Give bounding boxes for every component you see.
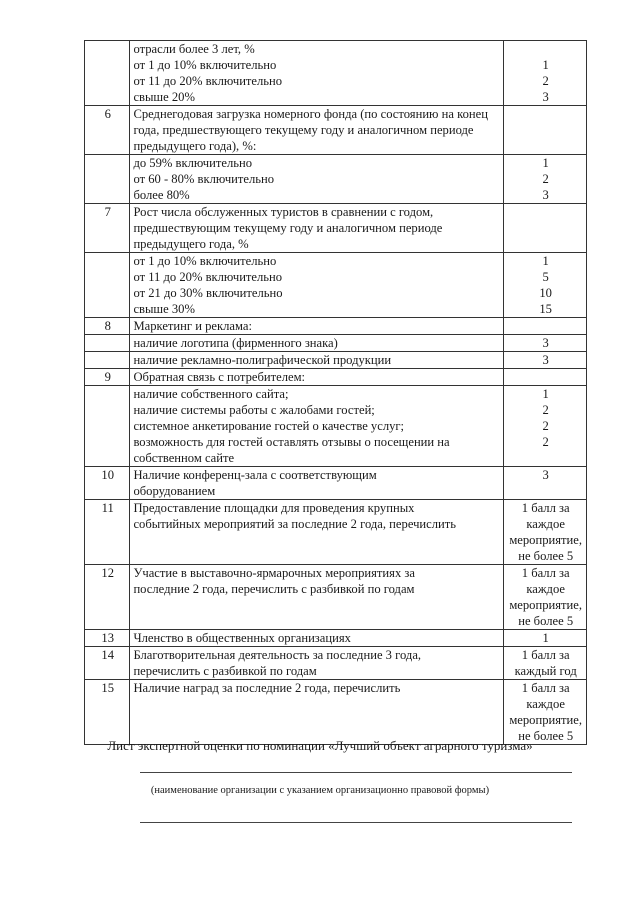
criterion-text [130,500,504,565]
score-value: 2 [542,435,549,449]
criterion-line: Предоставление площадки для проведения крупных [133,501,415,515]
criterion-score [504,386,587,467]
score-value: каждый год [514,664,577,678]
criterion-score [504,630,587,647]
row-number [85,155,130,204]
table-row [85,647,587,680]
criterion-text [130,41,504,106]
score-value: 1 балл за [521,501,570,515]
criterion-text [130,253,504,318]
score-value: каждое [526,517,565,531]
row-number [85,386,130,467]
table-row [85,41,587,106]
table-row [85,565,587,630]
criterion-score [504,352,587,369]
criterion-line: от 11 до 20% включительно [133,74,283,88]
table-row [85,680,587,745]
criterion-line: наличие рекламно-полиграфической продукции [133,353,392,367]
score-value: 1 [542,387,549,401]
criterion-text [130,467,504,500]
score-value: не более 5 [518,549,574,563]
row-number: 13 [85,630,130,647]
score-value: 1 [542,156,549,170]
score-value: 1 балл за [521,566,570,580]
criterion-line: наличие логотипа (фирменного знака) [133,336,338,350]
criterion-line: более 80% [133,188,190,202]
score-value: мероприятие, [509,533,583,547]
criterion-line: от 1 до 10% включительно [133,254,277,268]
score-value: 3 [542,90,549,104]
criterion-line: свыше 20% [133,90,195,104]
criterion-score [504,106,587,155]
criterion-line: Членство в общественных организациях [133,631,351,645]
criterion-line: оборудованием [133,484,216,498]
row-number: 11 [85,500,130,565]
row-number [85,253,130,318]
criterion-score [504,565,587,630]
table-row [85,630,587,647]
criterion-text [130,106,504,155]
row-number: 6 [85,106,130,155]
score-value [507,483,584,499]
criterion-line: от 11 до 20% включительно [133,270,283,284]
criterion-line: наличие системы работы с жалобами гостей; [133,403,375,417]
criterion-text [130,630,504,647]
criterion-line: от 1 до 10% включительно [133,58,277,72]
criterion-line [133,548,501,564]
criterion-score [504,335,587,352]
criterion-score [504,253,587,318]
criterion-line [133,712,501,728]
score-value: каждое [526,582,565,596]
criterion-text [130,352,504,369]
criterion-text [130,318,504,335]
criterion-text [130,155,504,204]
table-row [85,369,587,386]
criterion-line: возможность для гостей оставлять отзывы о посещении на [133,435,450,449]
criterion-score [504,155,587,204]
criterion-text [130,369,504,386]
criterion-line: последние 2 года, перечислить с разбивкой по годам [133,582,415,596]
criterion-score [504,204,587,253]
table-row [85,155,587,204]
criterion-text [130,386,504,467]
row-number: 9 [85,369,130,386]
score-value: 2 [542,74,549,88]
score-value [507,450,584,466]
criterion-score [504,369,587,386]
row-number: 8 [85,318,130,335]
score-value: 1 [542,631,549,645]
criterion-line [133,532,501,548]
criterion-score [504,500,587,565]
score-value [507,41,584,57]
row-number [85,41,130,106]
score-value: 1 балл за [521,681,570,695]
criterion-line: от 21 до 30% включительно [133,286,283,300]
score-value: 3 [542,353,549,367]
criterion-line: наличие собственного сайта; [133,387,289,401]
table-row [85,106,587,155]
score-value: 1 [542,254,549,268]
score-value: 2 [542,403,549,417]
table-row [85,386,587,467]
signature-line [140,822,572,823]
criterion-score [504,647,587,680]
score-value: не более 5 [518,729,574,743]
organization-name-line [140,772,572,773]
table-row [85,335,587,352]
score-value: мероприятие, [509,713,583,727]
table-row [85,500,587,565]
criterion-score [504,318,587,335]
criterion-text [130,647,504,680]
score-value: 15 [539,302,552,316]
criterion-line: от 60 - 80% включительно [133,172,275,186]
criterion-line: Наличие наград за последние 2 года, перечислить [133,681,401,695]
criterion-text [130,565,504,630]
criterion-line: Маркетинг и реклама: [133,319,252,333]
row-number: 14 [85,647,130,680]
row-number: 12 [85,565,130,630]
row-number: 15 [85,680,130,745]
criterion-line: до 59% включительно [133,156,253,170]
row-number [85,352,130,369]
score-value: 1 [542,58,549,72]
criterion-line: свыше 30% [133,302,195,316]
criterion-line: Среднегодовая загрузка номерного фонда (по состоянию на конец года, предшествующего текущему году и аналогичном периоде предыдущего года), %: [133,107,488,153]
table-row [85,467,587,500]
criterion-line: системное анкетирование гостей о качестве услуг; [133,419,405,433]
score-value: 2 [542,172,549,186]
table-row [85,318,587,335]
criterion-text [130,680,504,745]
score-value: 3 [542,336,549,350]
score-value: 3 [542,468,549,482]
criterion-line: Рост числа обслуженных туристов в сравнении с годом, предшествующим текущему году и аналогичном периоде предыдущего года, % [133,205,443,251]
table-row [85,204,587,253]
criterion-score [504,41,587,106]
score-value: 2 [542,419,549,433]
table-row [85,352,587,369]
score-value: 10 [539,286,552,300]
score-value: не более 5 [518,614,574,628]
table-row [85,253,587,318]
criterion-line: Наличие конференц-зала с соответствующим [133,468,377,482]
criteria-table [84,40,587,745]
row-number: 7 [85,204,130,253]
criterion-text [130,204,504,253]
criterion-line: Благотворительная деятельность за последние 3 года, [133,648,422,662]
criterion-line: Обратная связь с потребителем: [133,370,306,384]
score-value: 5 [542,270,549,284]
criterion-line: событийных мероприятий за последние 2 года, перечислить [133,517,457,531]
criterion-line: Участие в выставочно-ярмарочных мероприятиях за [133,566,415,580]
criterion-line: перечислить с разбивкой по годам [133,664,317,678]
criterion-score [504,467,587,500]
criterion-line: собственном сайте [133,451,235,465]
criteria-table-body [85,41,587,745]
criterion-line: отрасли более 3 лет, % [133,42,255,56]
expert-sheet-caption: Лист экспертной оценки по номинации «Лучший объект аграрного туризма» [107,738,533,753]
row-number [85,335,130,352]
criterion-line [133,597,501,613]
score-value: каждое [526,697,565,711]
score-value: 1 балл за [521,648,570,662]
criterion-text [130,335,504,352]
criterion-score [504,680,587,745]
criterion-line [133,613,501,629]
criterion-line [133,696,501,712]
score-value: мероприятие, [509,598,583,612]
score-value: 3 [542,188,549,202]
organization-name-hint: (наименование организации с указанием организационно правовой формы) [150,785,490,796]
row-number: 10 [85,467,130,500]
